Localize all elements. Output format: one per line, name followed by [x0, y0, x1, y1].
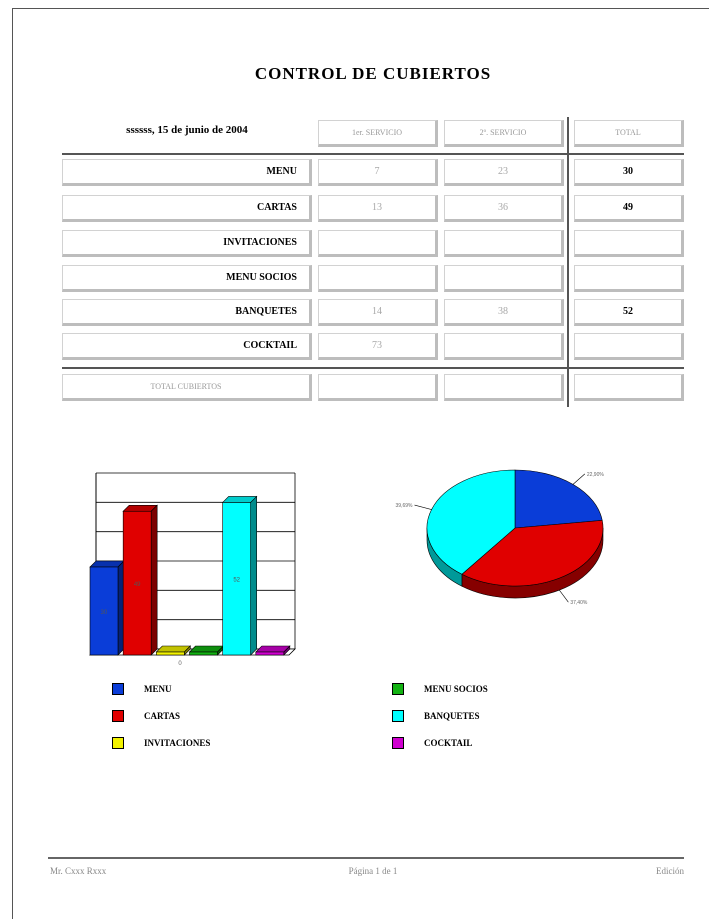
row-invitaciones-second — [444, 230, 564, 257]
footer-page-number: Página 1 de 1 — [348, 866, 398, 876]
row-total-second — [444, 374, 564, 401]
pie-leader-line — [573, 474, 585, 485]
pie-percent-label: 37,40% — [570, 600, 588, 607]
legend-swatch — [112, 710, 124, 722]
row-menu-total: 30 — [574, 159, 684, 186]
footer-edition: Edición — [656, 866, 684, 876]
row-banquetes-second: 38 — [444, 299, 564, 326]
row-label-cartas: CARTAS — [62, 195, 312, 222]
bar-side-banquetes — [251, 496, 257, 655]
report-title: CONTROL DE CUBIERTOS — [254, 64, 492, 83]
legend-item-menu — [112, 683, 172, 695]
row-cocktail-first: 73 — [318, 333, 438, 360]
total-separator — [62, 367, 684, 369]
bar-data-label: 52 — [233, 577, 241, 584]
row-total-first — [318, 374, 438, 401]
bar-data-label: 30 — [100, 610, 108, 616]
row-menu-socios-total — [574, 265, 684, 292]
row-cartas-first: 13 — [318, 195, 438, 222]
bar-menu-socios — [190, 652, 218, 655]
legend-swatch — [392, 737, 404, 749]
legend-label: INVITACIONES — [144, 738, 211, 748]
legend-label: CARTAS — [144, 711, 181, 721]
legend-item-cocktail — [392, 737, 472, 749]
row-total-total — [574, 374, 684, 401]
row-cartas-second: 36 — [444, 195, 564, 222]
footer-author: Mr. Cxxx Rxxx — [50, 866, 107, 876]
row-invitaciones-total — [574, 230, 684, 257]
legend-item-invitaciones — [112, 737, 210, 749]
row-menu-second: 23 — [444, 159, 564, 186]
legend-item-menu-socios — [392, 683, 488, 695]
bar-cocktail — [256, 652, 284, 655]
legend-label: BANQUETES — [424, 711, 480, 721]
row-banquetes-total: 52 — [574, 299, 684, 326]
legend-swatch — [112, 683, 124, 695]
pie-slice-menu — [515, 470, 602, 528]
pie-percent-label: 39,69% — [395, 503, 413, 510]
bar-side-cartas — [151, 505, 157, 655]
bar-invitaciones — [156, 652, 184, 655]
row-cocktail-second — [444, 333, 564, 360]
row-label-menu: MENU — [62, 159, 312, 186]
legend-swatch — [392, 710, 404, 722]
report-date: ssssss, 15 de junio de 2004 — [126, 124, 248, 136]
legend-item-cartas — [112, 710, 180, 722]
header-second-service: 2º. SERVICIO — [444, 120, 564, 147]
bar-chart — [80, 465, 340, 675]
row-menu-socios-first — [318, 265, 438, 292]
row-cartas-total: 49 — [574, 195, 684, 222]
legend-label: MENU — [144, 684, 172, 694]
pie-leader-line — [559, 590, 568, 602]
footer-rule — [48, 857, 684, 859]
legend-item-banquetes — [392, 710, 480, 722]
pie-percent-label: 22,90% — [586, 471, 604, 478]
header-total: TOTAL — [574, 120, 684, 147]
row-menu-socios-second — [444, 265, 564, 292]
pie-chart — [380, 460, 640, 620]
row-label-cocktail: COCKTAIL — [62, 333, 312, 360]
row-label-banquetes: BANQUETES — [62, 299, 312, 326]
x-tick-label: 0 — [178, 661, 182, 667]
row-menu-first: 7 — [318, 159, 438, 186]
header-separator — [62, 153, 684, 155]
legend-swatch — [112, 737, 124, 749]
legend-label: COCKTAIL — [424, 738, 473, 748]
legend-label: MENU SOCIOS — [424, 684, 488, 694]
row-cocktail-total — [574, 333, 684, 360]
row-label-menu-socios: MENU SOCIOS — [62, 265, 312, 292]
row-invitaciones-first — [318, 230, 438, 257]
row-label-invitaciones: INVITACIONES — [62, 230, 312, 257]
pie-leader-line — [415, 505, 432, 509]
row-label-total-cubiertos: TOTAL CUBIERTOS — [62, 374, 312, 401]
row-banquetes-first: 14 — [318, 299, 438, 326]
bar-data-label: 49 — [133, 582, 141, 589]
header-first-service: 1er. SERVICIO — [318, 120, 438, 147]
total-column-separator — [567, 117, 569, 407]
legend-swatch — [392, 683, 404, 695]
